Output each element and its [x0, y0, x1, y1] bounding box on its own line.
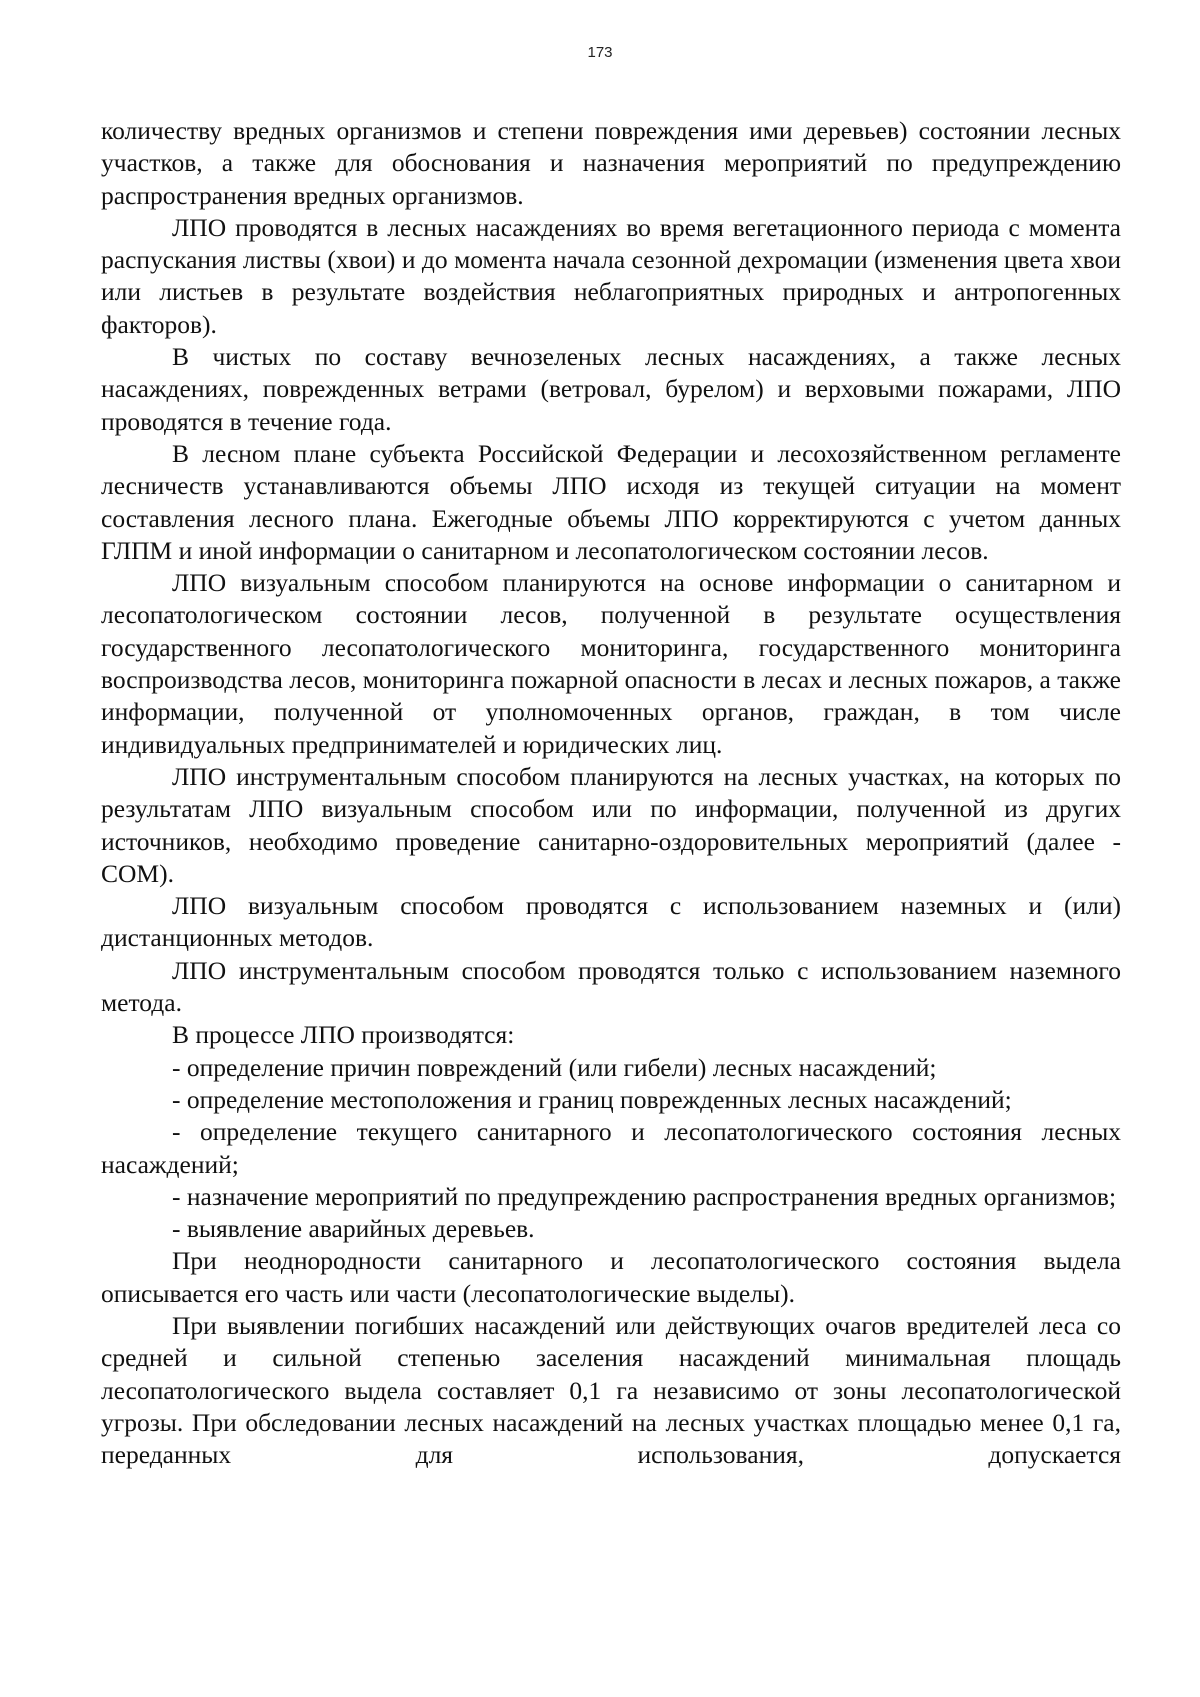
- paragraph: ЛПО инструментальным способом планируются на лесных участках, на которых по результатам ЛПО визуальным способом или по информации, полученной из других источников, необходимо проведение санитарно-оздоровительных мероприятий (далее - СОМ).: [101, 761, 1121, 888]
- paragraph: ЛПО инструментальным способом проводятся только с использованием наземного метода.: [101, 955, 1121, 1018]
- paragraph: При выявлении погибших насаждений или действующих очагов вредителей леса со средней и сильной степенью заселения насаждений минимальная площадь лесопатологического выдела составляет 0,1 га независимо от зоны лесопатологической угрозы. При обследовании лесных насаждений на лесных участках площадью менее 0,1 га, переданных для использования, допускается: [101, 1310, 1121, 1470]
- paragraph: ЛПО визуальным способом планируются на основе информации о санитарном и лесопатологическом состоянии лесов, полученной в результате осуществления государственного лесопатологического мониторинга, государственного мониторинга воспроизводства лесов, мониторинга пожарной опасности в лесах и лесных пожаров, а также информации, полученной от уполномоченных органов, граждан, в том числе индивидуальных предпринимателей и юридических лиц.: [101, 568, 1121, 759]
- paragraph: В процессе ЛПО производятся:: [172, 1020, 515, 1050]
- list-item: - назначение мероприятий по предупреждению распространения вредных организмов;: [172, 1181, 1117, 1211]
- paragraph: При неоднородности санитарного и лесопатологического состояния выдела описывается его часть или части (лесопатологические выделы).: [101, 1246, 1121, 1308]
- document-body: [101, 115, 1121, 1471]
- list-item: - определение текущего санитарного и лесопатологического состояния лесных насаждений;: [101, 1117, 1121, 1179]
- list-item: - определение причин повреждений (или гибели) лесных насаждений;: [172, 1052, 937, 1082]
- paragraph: В чистых по составу вечнозеленых лесных насаждениях, а также лесных насаждениях, поврежденных ветрами (ветровал, бурелом) и верховыми пожарами, ЛПО проводятся в течение года.: [101, 342, 1121, 436]
- paragraph: количеству вредных организмов и степени повреждения ими деревьев) состоянии лесных участков, а также для обоснования и назначения мероприятий по предупреждению распространения вредных организмов.: [101, 116, 1121, 210]
- list-item: - выявление аварийных деревьев.: [172, 1214, 535, 1244]
- page-number: 173: [587, 44, 613, 61]
- paragraph: ЛПО визуальным способом проводятся с использованием наземных и (или) дистанционных методов.: [101, 891, 1121, 953]
- paragraph: ЛПО проводятся в лесных насаждениях во время вегетационного периода с момента распускания листвы (хвои) и до момента начала сезонной дехромации (изменения цвета хвои или листьев в результате воздействия неблагоприятных природных и антропогенных факторов).: [101, 212, 1121, 339]
- list-item: - определение местоположения и границ поврежденных лесных насаждений;: [172, 1084, 1012, 1114]
- paragraph: В лесном плане субъекта Российской Федерации и лесохозяйственном регламенте лесничеств устанавливаются объемы ЛПО исходя из текущей ситуации на момент составления лесного плана. Ежегодные объемы ЛПО корректируются с учетом данных ГЛПМ и иной информации о санитарном и лесопатологическом состоянии лесов.: [101, 438, 1121, 565]
